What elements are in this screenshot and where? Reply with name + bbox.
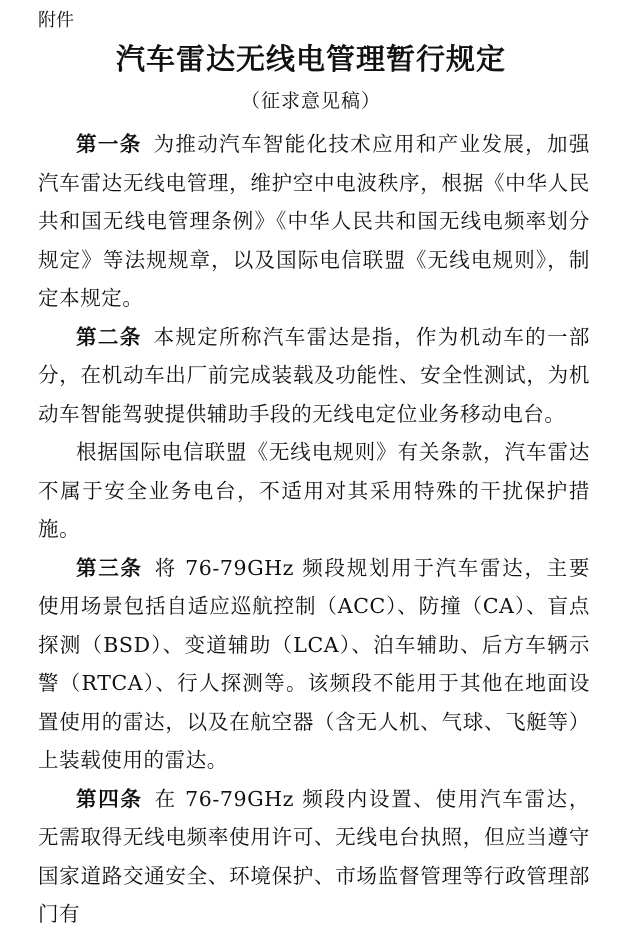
article-2-paragraph-2-text: 根据国际电信联盟《无线电规则》有关条款，汽车雷达不属于安全业务电台，不适用对其采用特殊的干扰保护措施。 [38,440,590,541]
article-4-text: 在 76-79GHz 频段内设置、使用汽车雷达，无需取得无线电频率使用许可、无线电台执照，但应当遵守国家道路交通安全、环境保护、市场监督管理等行政管理部门有 [38,786,590,926]
article-1-text: 为推动汽车智能化技术应用和产业发展，加强汽车雷达无线电管理，维护空中电波秩序，根据《中华人民共和国无线电管理条例》《中华人民共和国无线电频率划分规定》等法规规章，以及国际电信联盟《无线电规则》，制定本规定。 [38,132,590,310]
article-2 [38,318,590,434]
document-subtitle: （征求意见稿） [240,90,381,112]
attachment-label: 附件 [38,10,74,31]
article-3-heading: 第三条 [76,555,143,580]
article-2-text: 本规定所称汽车雷达是指，作为机动车的一部分，在机动车出厂前完成装载及功能性、安全性测试，为机动车智能驾驶提供辅助手段的无线电定位业务移动电台。 [38,324,590,426]
document-body [38,125,590,934]
document-title: 汽车雷达无线电管理暂行规定 [115,42,506,76]
article-2-heading: 第二条 [76,324,142,349]
article-1-heading: 第一条 [76,132,142,156]
article-4-heading: 第四条 [76,786,143,811]
article-4 [38,780,590,934]
article-1 [38,125,590,318]
article-3-text: 将 76-79GHz 频段规划用于汽车雷达，主要使用场景包括自适应巡航控制（ACC）、防撞（CA）、盲点探测（BSD）、变道辅助（LCA）、泊车辅助、后方车辆示警（RTCA）、行人探测等。该频段不能用于其他在地面设置使用的雷达，以及在航空器（含无人机、气球、飞艇等）上装载使用的雷达。 [38,555,590,772]
article-3 [38,549,590,780]
article-2-paragraph-2 [38,433,590,549]
